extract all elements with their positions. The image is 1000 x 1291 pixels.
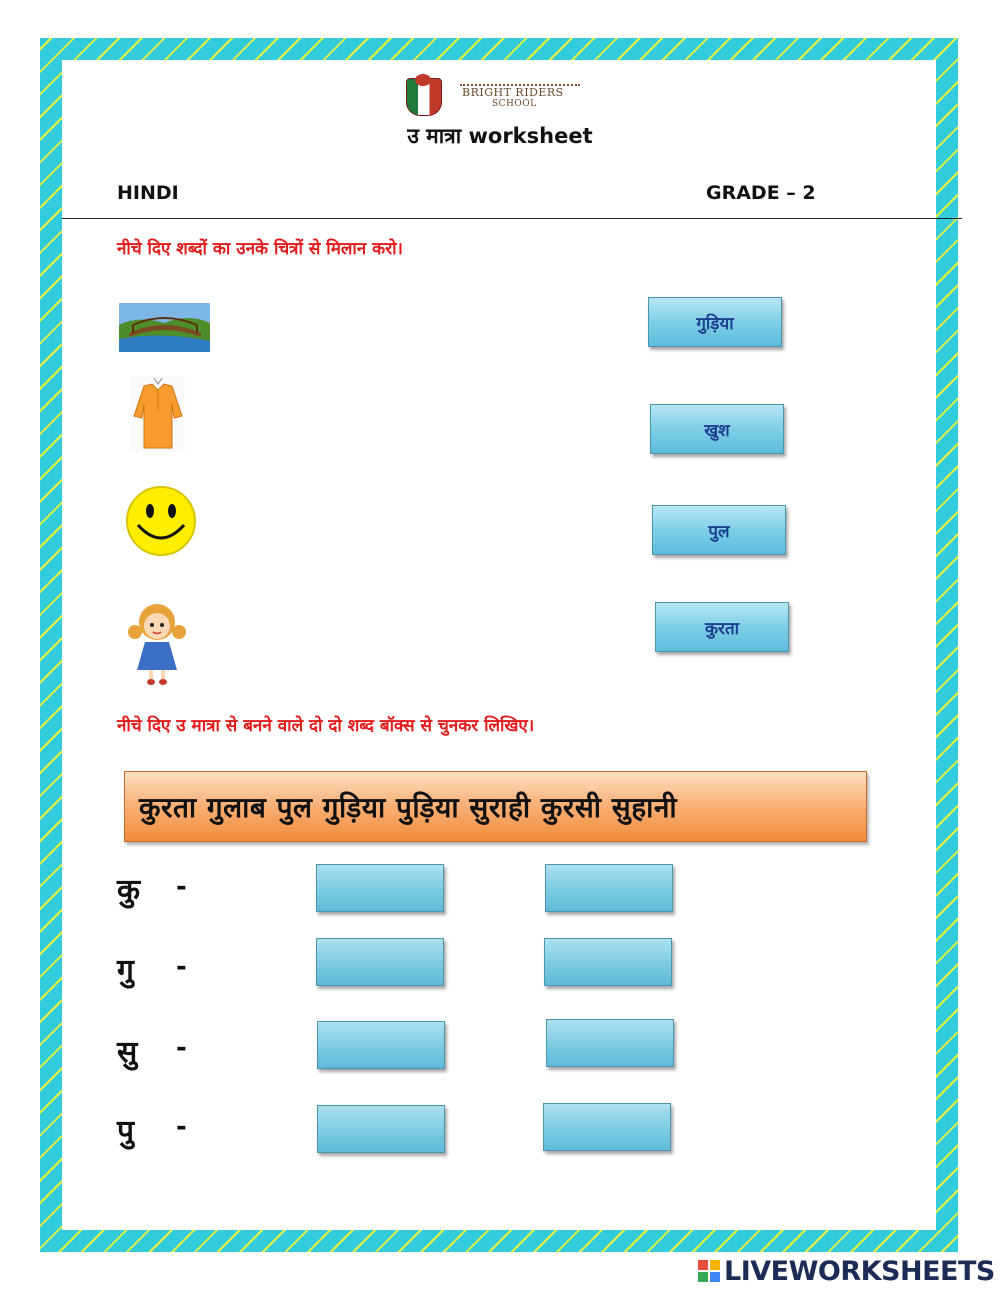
liveworksheets-squares-icon xyxy=(698,1260,720,1282)
school-logo xyxy=(406,74,586,118)
row-dash: - xyxy=(176,1112,187,1142)
word-bank-text: कुरता गुलाब पुल गुड़िया पुड़िया सुराही कुरसी सुहानी xyxy=(139,790,678,824)
answer-field-gu-1[interactable] xyxy=(316,938,444,986)
worksheet-title: उ मात्रा worksheet xyxy=(407,124,593,148)
row-letter-gu: गु xyxy=(117,953,134,988)
word-bank-box xyxy=(124,771,867,842)
answer-field-su-2[interactable] xyxy=(546,1019,674,1067)
logo-rose-icon xyxy=(415,74,431,86)
answer-field-ku-1[interactable] xyxy=(316,864,444,912)
row-dash: - xyxy=(176,952,187,982)
answer-field-gu-2[interactable] xyxy=(544,938,672,986)
word-button-pul[interactable]: पुल xyxy=(652,505,786,555)
header-divider xyxy=(62,218,962,219)
answer-field-pu-1[interactable] xyxy=(317,1105,445,1153)
section2-instruction: नीचे दिए उ मात्रा से बनने वाले दो दो शब्द बॉक्स से चुनकर लिखिए। xyxy=(117,716,535,736)
row-dash: - xyxy=(176,872,187,902)
logo-school-name: BRIGHT RIDERS xyxy=(462,86,564,99)
word-button-khush[interactable]: खुश xyxy=(650,404,784,454)
kurta-image[interactable] xyxy=(130,376,185,452)
subject-label: HINDI xyxy=(117,182,179,204)
doll-image[interactable] xyxy=(125,598,189,686)
grade-label: GRADE – 2 xyxy=(706,182,816,204)
row-dash: - xyxy=(176,1033,187,1063)
word-button-kurta[interactable]: कुरता xyxy=(655,602,789,652)
bridge-image[interactable] xyxy=(119,303,210,352)
word-button-gudiya[interactable]: गुड़िया xyxy=(648,297,782,347)
smiley-image[interactable] xyxy=(124,485,198,557)
row-letter-su: सु xyxy=(117,1035,138,1070)
logo-school-sub: SCHOOL xyxy=(492,99,537,109)
liveworksheets-logo[interactable] xyxy=(698,1255,995,1287)
answer-field-ku-2[interactable] xyxy=(545,864,673,912)
section1-instruction: नीचे दिए शब्दों का उनके चित्रों से मिलान करो। xyxy=(117,239,403,259)
answer-field-su-1[interactable] xyxy=(317,1021,445,1069)
liveworksheets-brand-text: LIVEWORKSHEETS xyxy=(724,1255,995,1287)
logo-arabic-script xyxy=(460,78,580,86)
row-letter-pu: पु xyxy=(117,1114,135,1149)
answer-field-pu-2[interactable] xyxy=(543,1103,671,1151)
row-letter-ku: कु xyxy=(117,873,141,908)
